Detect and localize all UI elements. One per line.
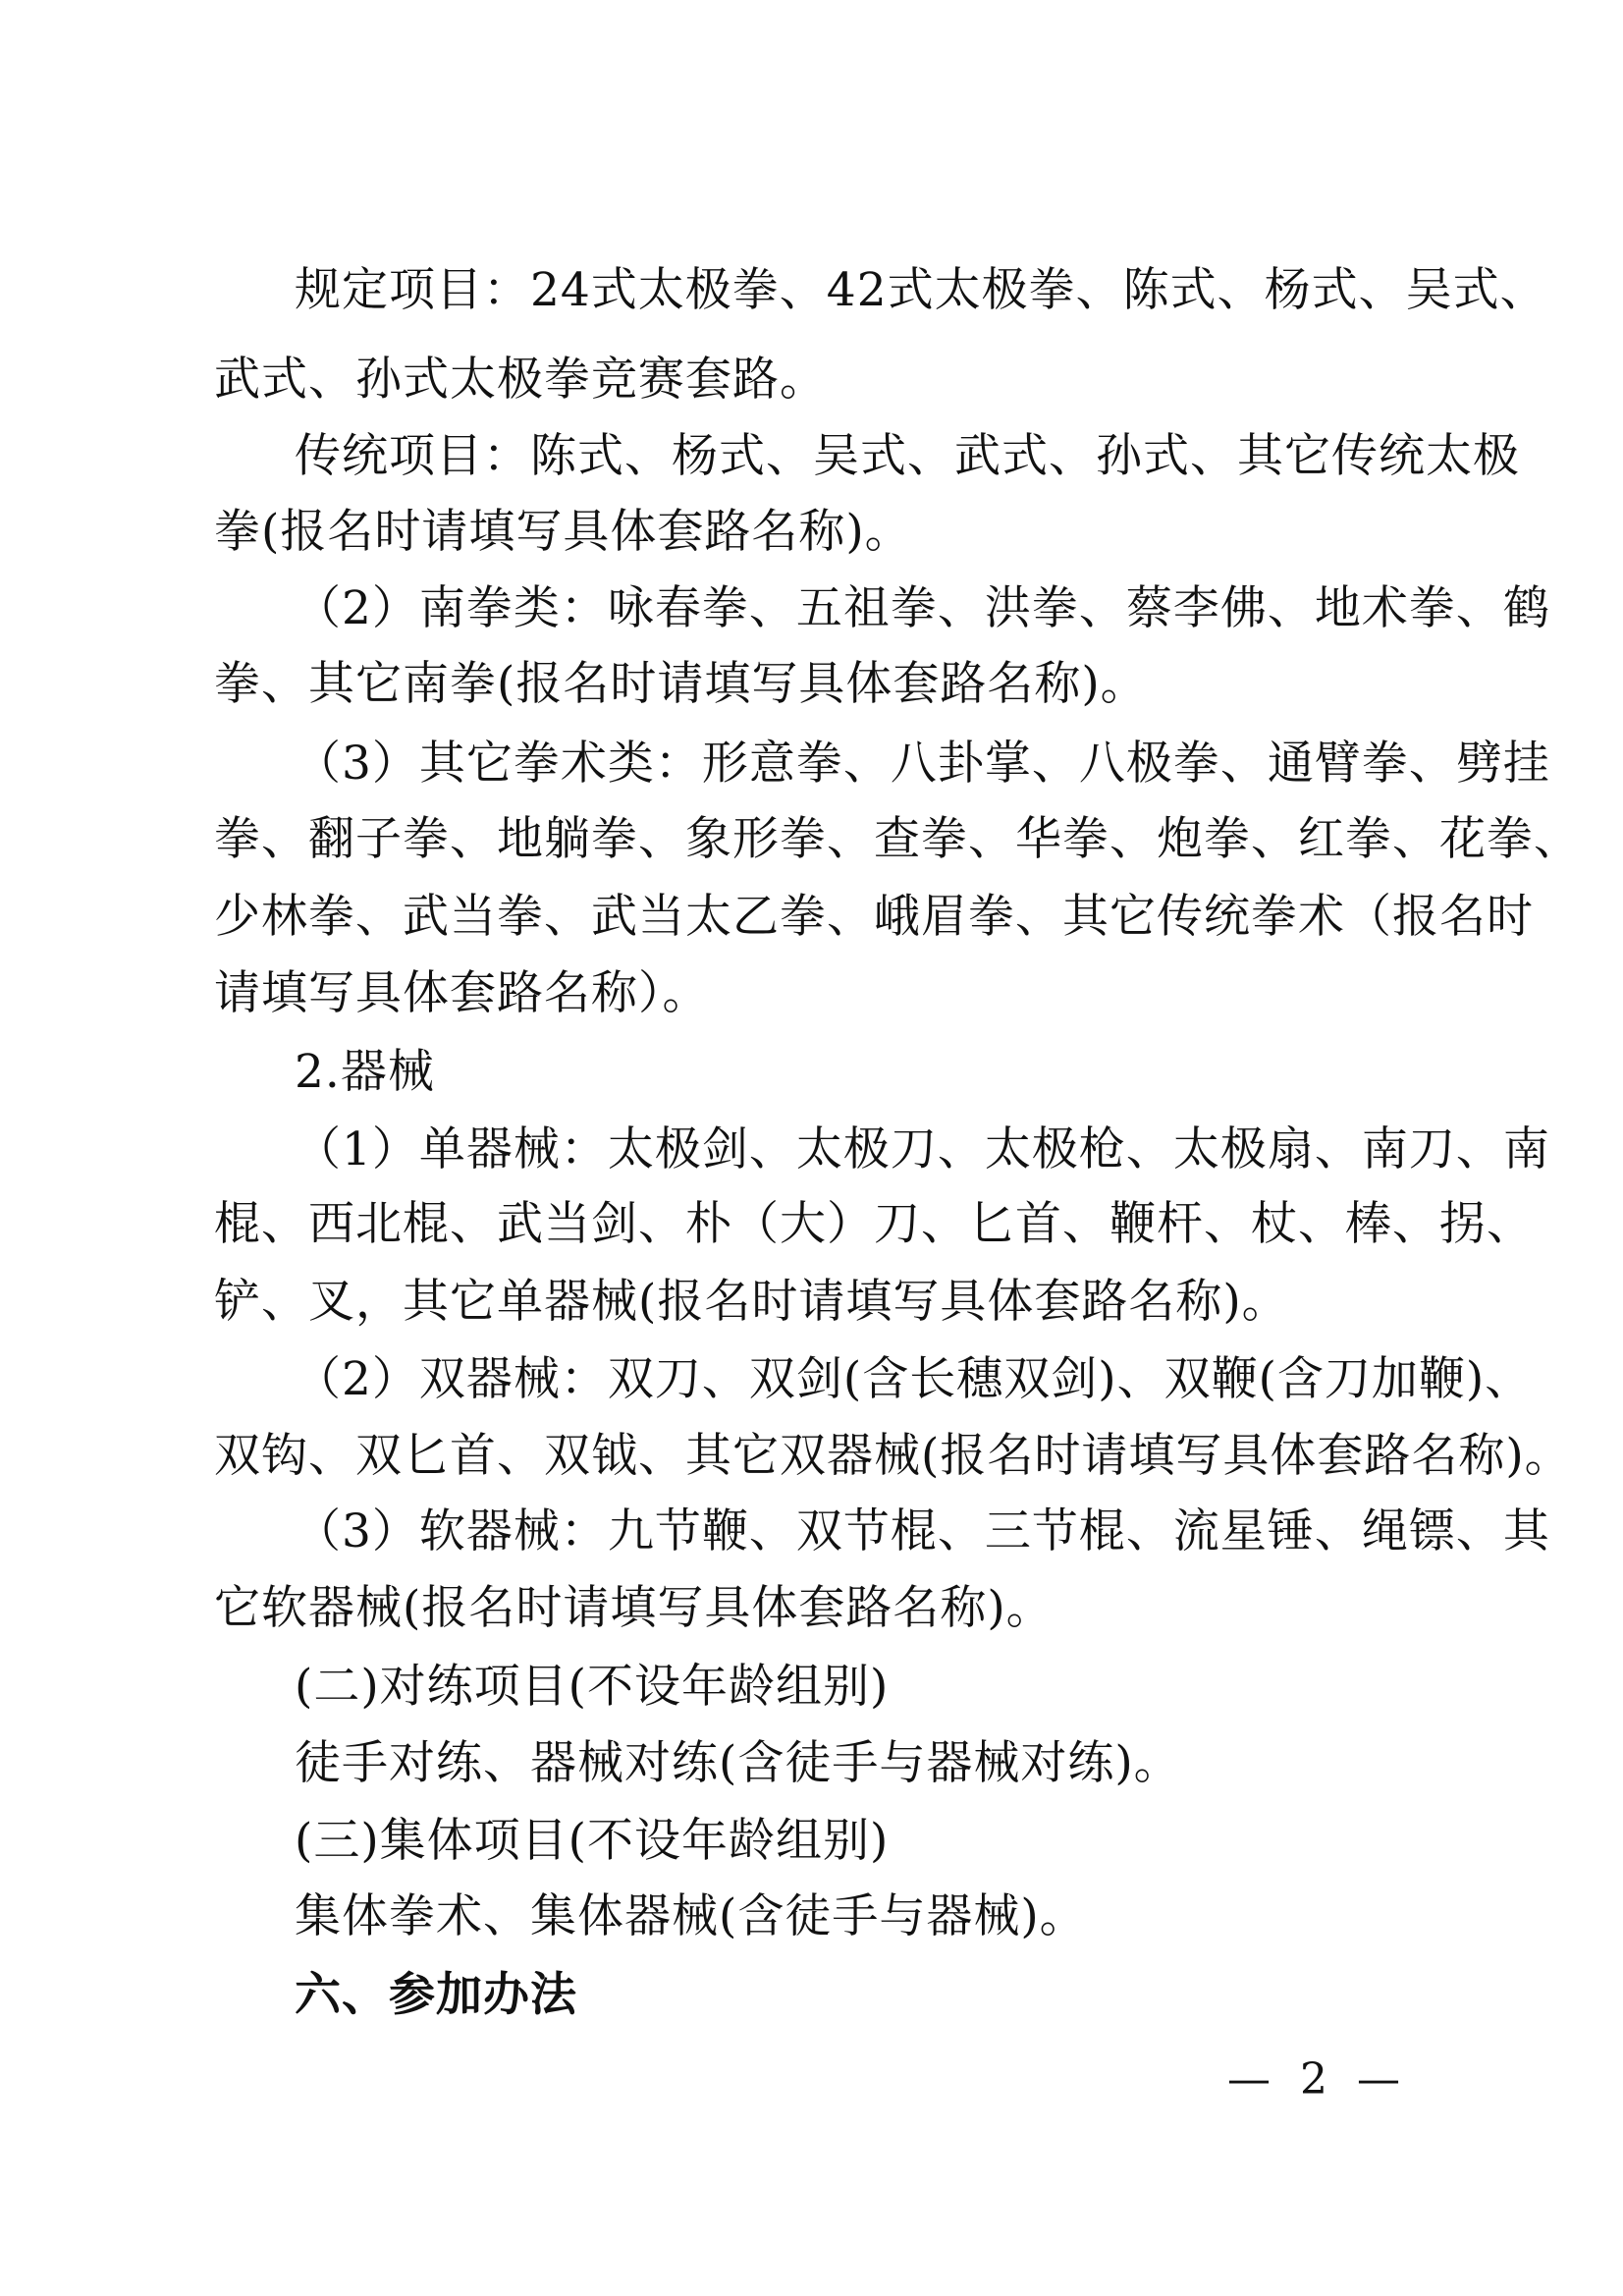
paragraph-line: 棍、西北棍、武当剑、朴（大）刀、匕首、鞭杆、杖、棒、拐、 — [214, 1197, 1534, 1251]
paragraph-line: （2）南拳类：咏春拳、五祖拳、洪拳、蔡李佛、地术拳、鹤 — [295, 581, 1550, 635]
paragraph-line: （3）软器械：九节鞭、双节棍、三节棍、流星锤、绳镖、其 — [295, 1504, 1550, 1558]
paragraph-line: 规定项目：24式太极拳、42式太极拳、陈式、杨式、吴式、 — [295, 263, 1547, 317]
page-number: — 2 — — [1227, 2054, 1408, 2105]
section-heading: 六、参加办法 — [295, 1968, 577, 2022]
paragraph-line: 请填写具体套路名称）。 — [214, 966, 710, 1020]
paragraph-line: 拳、翻子拳、地躺拳、象形拳、查拳、华拳、炮拳、红拳、花拳、 — [214, 812, 1581, 866]
paragraph-line: 少林拳、武当拳、武当太乙拳、峨眉拳、其它传统拳术（报名时 — [214, 890, 1534, 944]
paragraph-line: （2）双器械：双刀、双剑(含长穗双剑)、双鞭(含刀加鞭)、 — [295, 1352, 1533, 1406]
paragraph-line: 徒手对练、器械对练(含徒手与器械对练)。 — [295, 1736, 1181, 1790]
paragraph-line: 集体拳术、集体器械(含徒手与器械)。 — [295, 1889, 1087, 1943]
paragraph-line: 它软器械(报名时请填写具体套路名称)。 — [214, 1581, 1054, 1635]
section-subheading: (三)集体项目(不设年龄组别) — [295, 1814, 890, 1868]
paragraph-line: 拳、其它南拳(报名时请填写具体套路名称)。 — [214, 657, 1148, 711]
paragraph-line: 传统项目：陈式、杨式、吴式、武式、孙式、其它传统太极 — [295, 429, 1520, 483]
section-subheading: (二)对练项目(不设年龄组别) — [295, 1660, 890, 1714]
paragraph-line: （3）其它拳术类：形意拳、八卦掌、八极拳、通臂拳、劈挂 — [295, 737, 1550, 791]
paragraph-line: 武式、孙式太极拳竞赛套路。 — [214, 353, 827, 407]
paragraph-line: 拳(报名时请填写具体套路名称)。 — [214, 505, 912, 559]
paragraph-line: 铲、叉，其它单器械(报名时请填写具体套路名称)。 — [214, 1275, 1289, 1329]
section-subheading: 2.器械 — [295, 1045, 435, 1099]
paragraph-line: 双钩、双匕首、双钺、其它双器械(报名时请填写具体套路名称)。 — [214, 1429, 1572, 1483]
paragraph-line: （1）单器械：太极剑、太极刀、太极枪、太极扇、南刀、南 — [295, 1122, 1550, 1176]
